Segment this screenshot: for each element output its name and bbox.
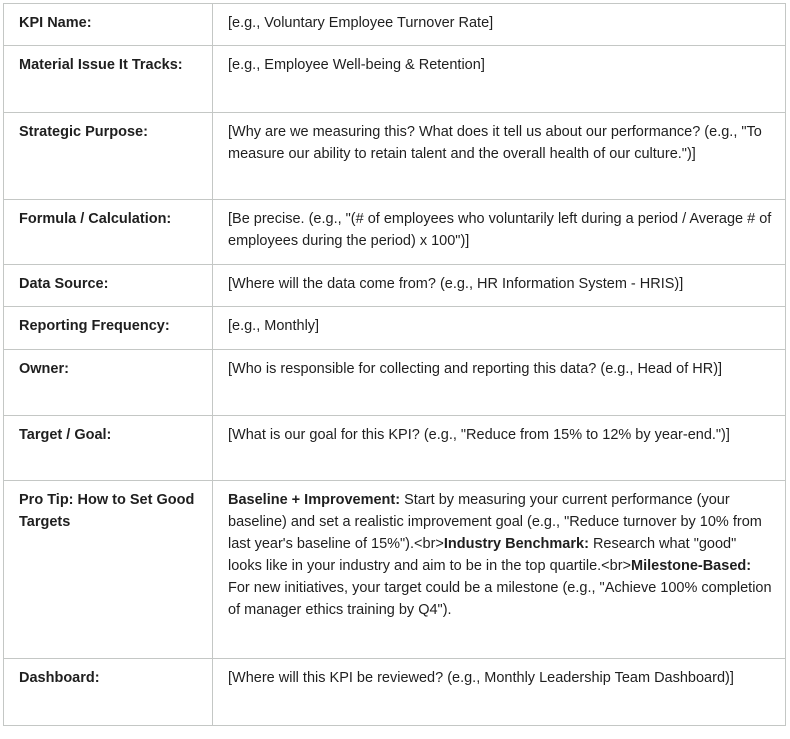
table-row <box>4 416 786 481</box>
pro-tip-text-benchmark: Research what "good" looks like in your industry and aim to be in the top quartile.<br> <box>228 536 737 574</box>
row-value-reporting-frequency: [e.g., Monthly] <box>213 307 786 350</box>
table-row <box>4 113 786 200</box>
table-row <box>4 307 786 350</box>
kpi-definition-table <box>3 3 786 726</box>
table-row <box>4 46 786 113</box>
row-label-data-source: Data Source: <box>4 265 213 307</box>
table-row <box>4 265 786 307</box>
table-row <box>4 4 786 46</box>
row-value-pro-tip <box>213 481 786 659</box>
row-value-kpi-name: [e.g., Voluntary Employee Turnover Rate] <box>213 4 786 46</box>
row-value-data-source: [Where will the data come from? (e.g., HR Information System - HRIS)] <box>213 265 786 307</box>
row-value-dashboard: [Where will this KPI be reviewed? (e.g., Monthly Leadership Team Dashboard)] <box>213 659 786 726</box>
row-label-reporting-frequency: Reporting Frequency: <box>4 307 213 350</box>
table-row <box>4 350 786 416</box>
row-label-dashboard: Dashboard: <box>4 659 213 726</box>
table-row <box>4 481 786 659</box>
row-label-owner: Owner: <box>4 350 213 416</box>
pro-tip-text-baseline: Start by measuring your current performance (your baseline) and set a realistic improvement goal (e.g., "Reduce turnover by 10% from last year's baseline of 15%").<br> <box>228 492 762 552</box>
table-row <box>4 659 786 726</box>
row-value-strategic-purpose: [Why are we measuring this? What does it tell us about our performance? (e.g., "To measure our ability to retain talent and the overall health of our culture.")] <box>213 113 786 200</box>
pro-tip-heading-baseline: Baseline + Improvement: <box>228 492 401 508</box>
row-label-pro-tip: Pro Tip: How to Set Good Targets <box>4 481 213 659</box>
row-label-formula: Formula / Calculation: <box>4 200 213 265</box>
pro-tip-heading-benchmark: Industry Benchmark: <box>443 536 589 552</box>
row-label-target-goal: Target / Goal: <box>4 416 213 481</box>
row-label-material-issue: Material Issue It Tracks: <box>4 46 213 113</box>
pro-tip-text-milestone: For new initiatives, your target could be a milestone (e.g., "Achieve 100% completion of manager ethics training by Q4"). <box>228 580 772 618</box>
row-value-formula: [Be precise. (e.g., "(# of employees who voluntarily left during a period / Average # of employees during the period) x 100")] <box>213 200 786 265</box>
pro-tip-heading-milestone: Milestone-Based: <box>631 558 752 574</box>
row-label-kpi-name: KPI Name: <box>4 4 213 46</box>
row-value-target-goal: [What is our goal for this KPI? (e.g., "Reduce from 15% to 12% by year-end.")] <box>213 416 786 481</box>
row-label-strategic-purpose: Strategic Purpose: <box>4 113 213 200</box>
row-value-owner: [Who is responsible for collecting and reporting this data? (e.g., Head of HR)] <box>213 350 786 416</box>
row-value-material-issue: [e.g., Employee Well-being & Retention] <box>213 46 786 113</box>
table-row <box>4 200 786 265</box>
